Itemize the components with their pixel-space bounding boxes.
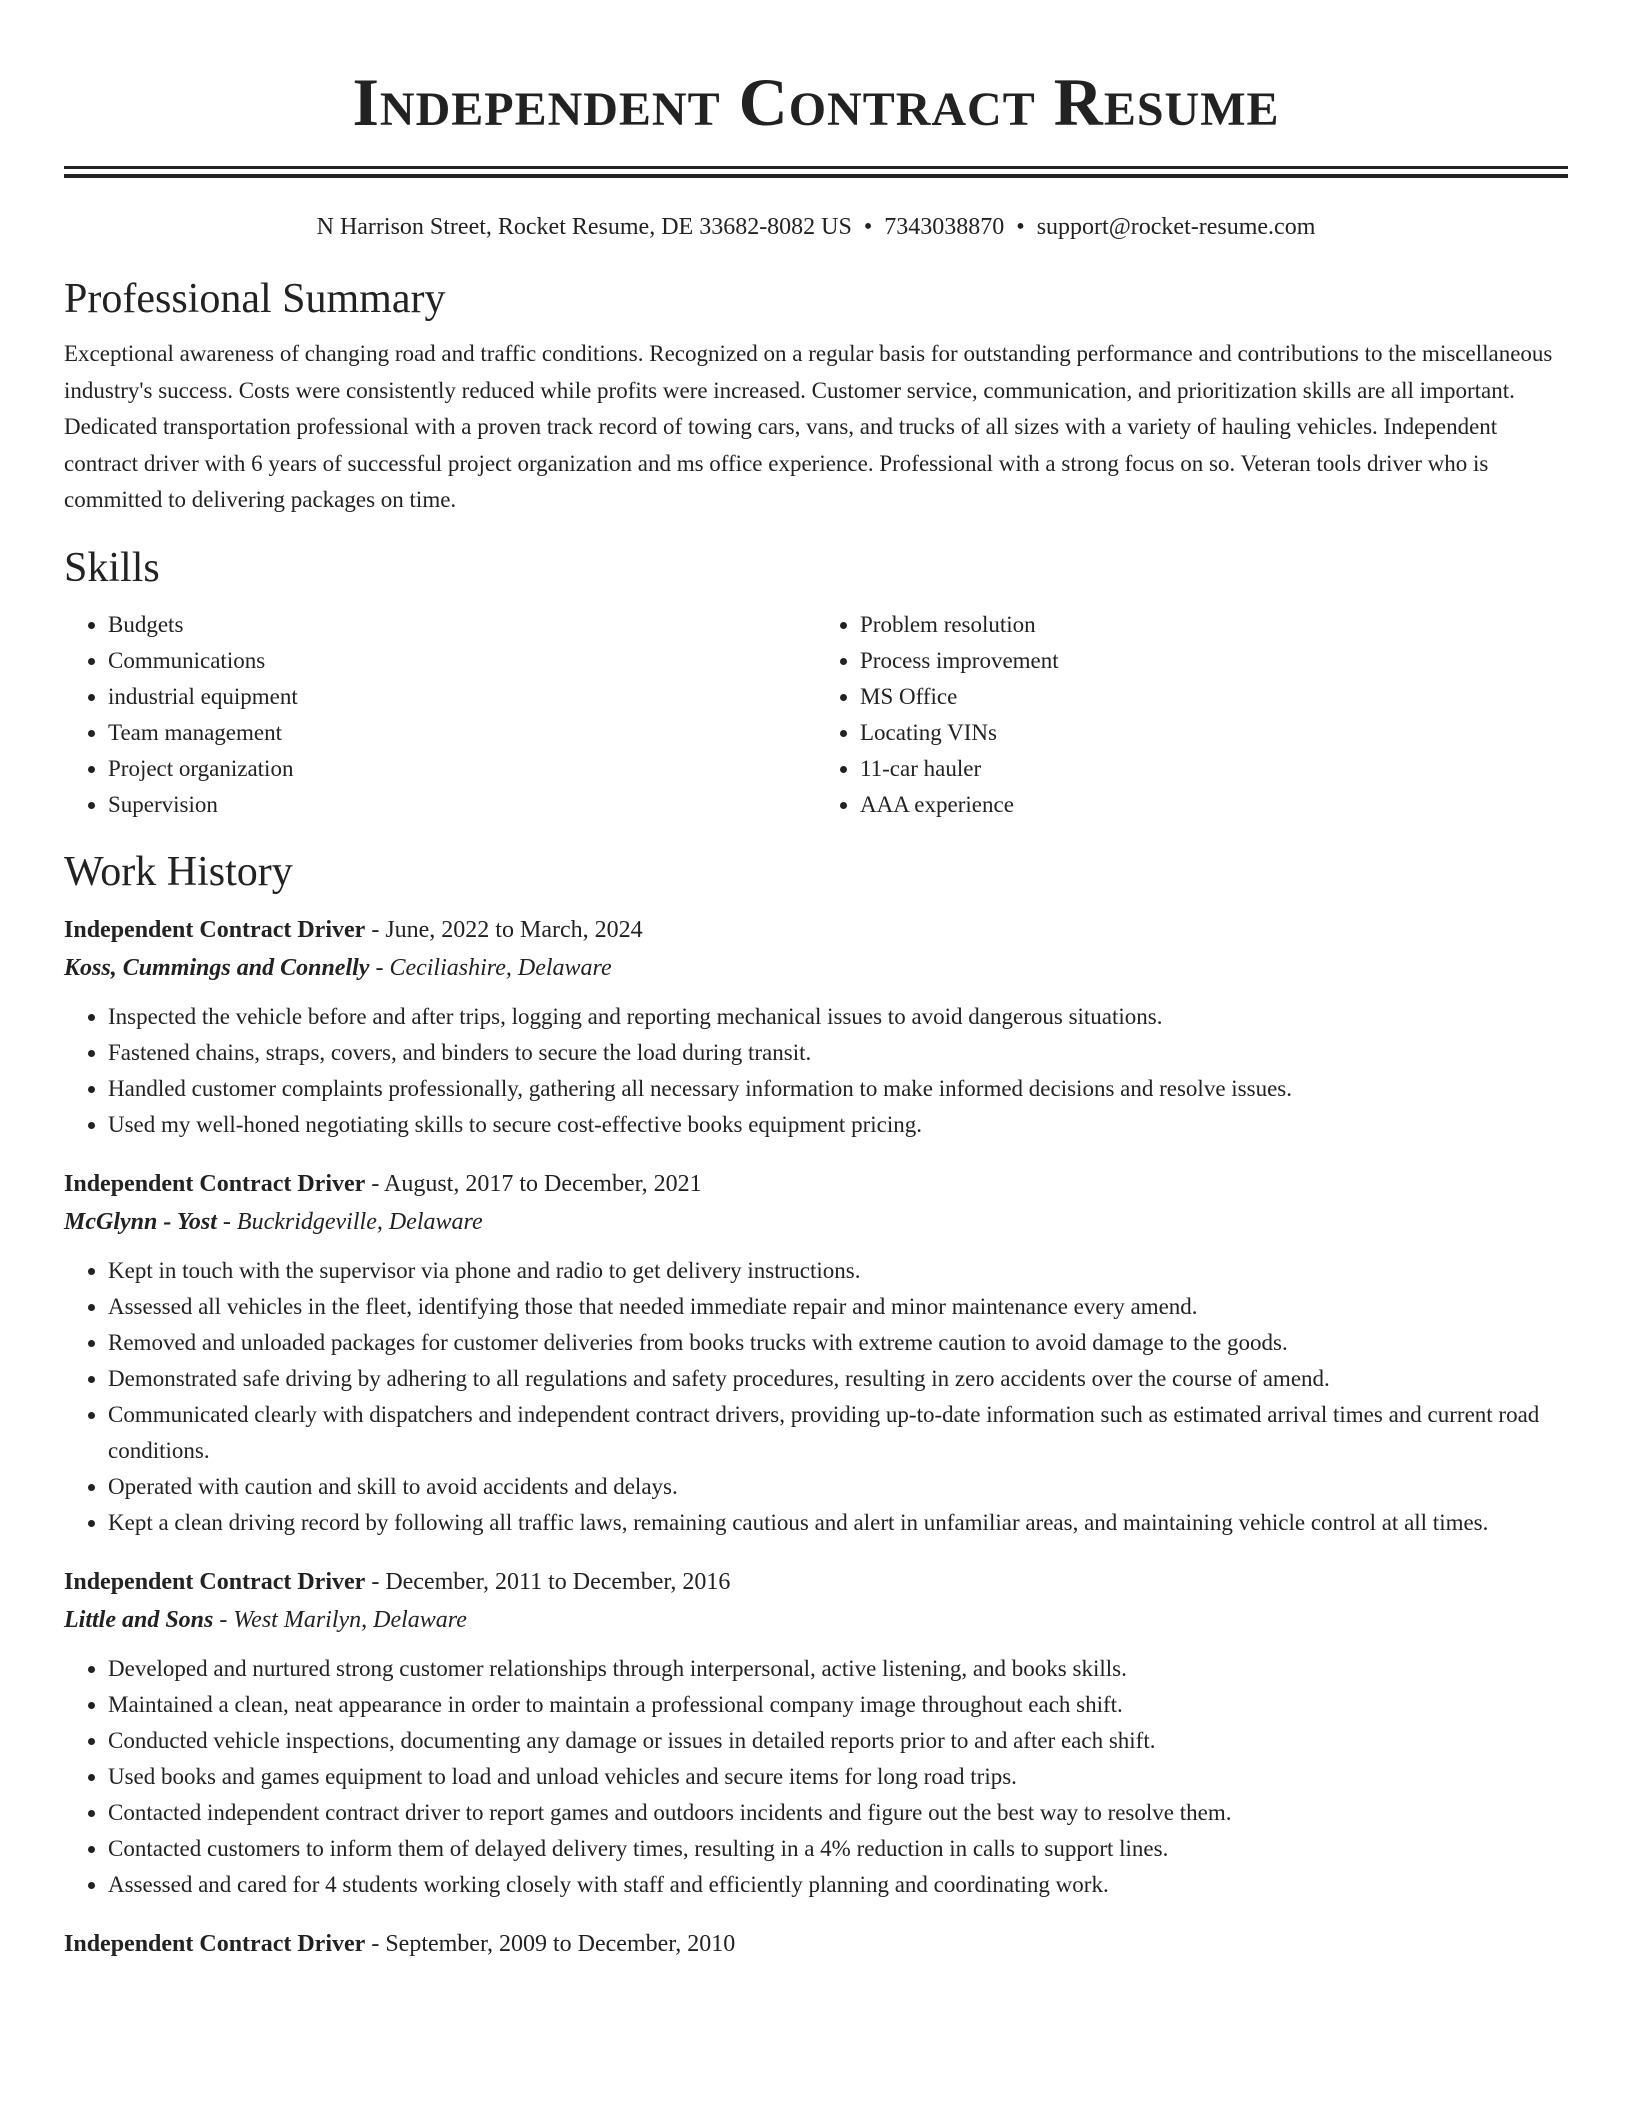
skill-item: • 11-car hauler xyxy=(860,751,1568,787)
job-bullet: • Used books and games equipment to load and unload vehicles and secure items for long road trips. xyxy=(108,1759,1568,1795)
job-bullet: • Fastened chains, straps, covers, and binders to secure the load during transit. xyxy=(108,1035,1568,1071)
job-entry xyxy=(64,1563,1568,1903)
job-title-line: Independent Contract Driver - August, 2017 to December, 2021 xyxy=(64,1170,702,1197)
work-history-heading: Work History xyxy=(64,848,293,895)
job-bullet: • Inspected the vehicle before and after trips, logging and reporting mechanical issues to avoid dangerous situations. xyxy=(108,999,1568,1035)
job-title: Independent Contract Driver xyxy=(64,1170,366,1197)
job-bullet: • Assessed and cared for 4 students working closely with staff and efficiently planning and coordinating work. xyxy=(108,1867,1568,1903)
skill-item: • Project organization xyxy=(108,751,816,787)
job-company: Koss, Cummings and Connelly xyxy=(64,954,370,981)
job-bullet: • Contacted independent contract driver to report games and outdoors incidents and figure out the best way to resolve them. xyxy=(108,1795,1568,1831)
job-bullets xyxy=(64,1253,1568,1541)
skill-item: • industrial equipment xyxy=(108,679,816,715)
job-dates: September, 2009 to December, 2010 xyxy=(385,1930,736,1957)
job-title: Independent Contract Driver xyxy=(64,1930,366,1957)
job-title: Independent Contract Driver xyxy=(64,1568,366,1595)
contact-email: support@rocket-resume.com xyxy=(1036,214,1316,240)
job-title: Independent Contract Driver xyxy=(64,916,366,943)
job-bullet: • Contacted customers to inform them of delayed delivery times, resulting in a 4% reduction in calls to support lines. xyxy=(108,1831,1568,1867)
job-company: McGlynn - Yost xyxy=(64,1208,217,1235)
job-entry xyxy=(64,1925,1568,1963)
job-location: West Marilyn, Delaware xyxy=(233,1606,467,1633)
job-bullet: • Communicated clearly with dispatchers and independent contract drivers, providing up-to-date information such as estimated arrival times and current road conditions. xyxy=(108,1397,1568,1469)
job-bullets xyxy=(64,1651,1568,1903)
job-bullet: • Handled customer complaints professionally, gathering all necessary information to make informed decisions and resolve issues. xyxy=(108,1071,1568,1107)
job-location: Ceciliashire, Delaware xyxy=(389,954,612,981)
job-bullet: • Demonstrated safe driving by adhering to all regulations and safety procedures, resulting in zero accidents over the course of amend. xyxy=(108,1361,1568,1397)
title-double-rule xyxy=(64,166,1568,178)
skills-column-left xyxy=(64,607,816,823)
job-entry xyxy=(64,1165,1568,1541)
skill-item: • Communications xyxy=(108,643,816,679)
contact-separator: • xyxy=(863,214,873,240)
job-dates: December, 2011 to December, 2016 xyxy=(385,1568,731,1595)
contact-separator: • xyxy=(1016,214,1025,240)
resume-title: Independent Contract Resume xyxy=(352,64,1280,140)
skill-item: • Budgets xyxy=(108,607,816,643)
job-company: Little and Sons xyxy=(64,1606,214,1633)
skill-item: • Locating VINs xyxy=(860,715,1568,751)
job-title-line: Independent Contract Driver - December, 2011 to December, 2016 xyxy=(64,1568,731,1595)
job-bullet: • Operated with caution and skill to avoid accidents and delays. xyxy=(108,1469,1568,1505)
contact-phone: 7343038870 xyxy=(884,214,1005,240)
job-bullet: • Kept a clean driving record by following all traffic laws, remaining cautious and alert in unfamiliar areas, and maintaining vehicle control at all times. xyxy=(108,1505,1568,1541)
job-dates: June, 2022 to March, 2024 xyxy=(385,916,643,943)
contact-line xyxy=(64,212,1568,242)
skills-column-right xyxy=(816,607,1568,823)
job-bullet: • Kept in touch with the supervisor via phone and radio to get delivery instructions. xyxy=(108,1253,1568,1289)
job-entry xyxy=(64,911,1568,1143)
job-bullet: • Used my well-honed negotiating skills to secure cost-effective books equipment pricing. xyxy=(108,1107,1568,1143)
job-bullet: • Conducted vehicle inspections, documenting any damage or issues in detailed reports prior to and after each shift. xyxy=(108,1723,1568,1759)
job-title-line: Independent Contract Driver - September, 2009 to December, 2010 xyxy=(64,1930,736,1957)
skill-item: • AAA experience xyxy=(860,787,1568,823)
job-title-line: Independent Contract Driver - June, 2022 to March, 2024 xyxy=(64,916,643,943)
job-bullet: • Maintained a clean, neat appearance in order to maintain a professional company image throughout each shift. xyxy=(108,1687,1568,1723)
skill-item: • Supervision xyxy=(108,787,816,823)
job-company-line: Little and Sons - West Marilyn, Delaware xyxy=(64,1606,467,1633)
skill-item: • Problem resolution xyxy=(860,607,1568,643)
skills-heading: Skills xyxy=(64,544,160,591)
job-location: Buckridgeville, Delaware xyxy=(236,1208,483,1235)
skill-item: • Process improvement xyxy=(860,643,1568,679)
job-dates: August, 2017 to December, 2021 xyxy=(384,1170,702,1197)
job-company-line: Koss, Cummings and Connelly - Ceciliashire, Delaware xyxy=(64,954,612,981)
skills-list xyxy=(64,607,1568,823)
job-bullet: • Developed and nurtured strong customer relationships through interpersonal, active listening, and books skills. xyxy=(108,1651,1568,1687)
job-bullet: • Removed and unloaded packages for customer deliveries from books trucks with extreme caution to avoid damage to the goods. xyxy=(108,1325,1568,1361)
skill-item: • Team management xyxy=(108,715,816,751)
summary-heading: Professional Summary xyxy=(64,276,446,322)
job-company-line: McGlynn - Yost - Buckridgeville, Delaware xyxy=(64,1208,483,1235)
job-bullet: • Assessed all vehicles in the fleet, identifying those that needed immediate repair and minor maintenance every amend. xyxy=(108,1289,1568,1325)
summary-text: Exceptional awareness of changing road and traffic conditions. Recognized on a regular basis for outstanding performance and contributions to the miscellaneous industry's success. Costs were consistently reduced while profits were increased. Customer service, communication, and prioritization skills are all important. Dedicated transportation professional with a proven track record of towing cars, vans, and trucks of all sizes with a variety of hauling vehicles. Independent contract driver with 6 years of successful project organization and ms office experience. Professional with a strong focus on so. Veteran tools driver who is committed to delivering packages on time. xyxy=(64,341,1553,512)
job-bullets xyxy=(64,999,1568,1143)
contact-address: N Harrison Street, Rocket Resume, DE 33682-8082 US xyxy=(316,214,852,240)
skill-item: • MS Office xyxy=(860,679,1568,715)
